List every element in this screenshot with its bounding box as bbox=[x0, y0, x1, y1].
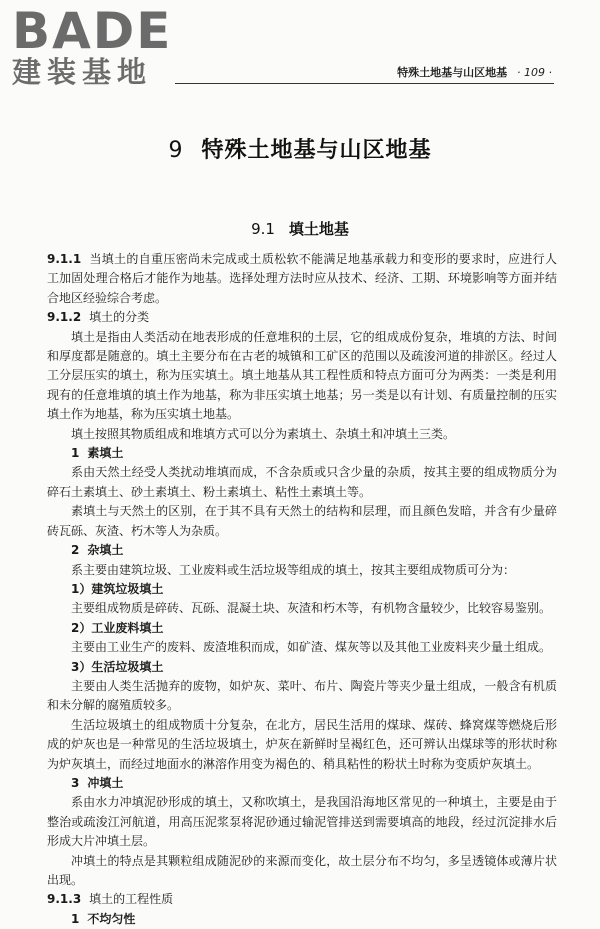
chapter-number: 9 bbox=[168, 138, 184, 163]
paragraph: 系由天然土经受人类扰动堆填而成，不含杂质或只含少量的杂质，按其主要的组成物质分为碎石土素填土、砂土素填土、粉土素填土、粘性土素填土等。 bbox=[47, 465, 557, 499]
subheading-construction-waste: 1）建筑垃圾填土 bbox=[71, 581, 164, 596]
paragraph: 填土按照其物质组成和堆填方式可以分为素填土、杂填土和冲填土三类。 bbox=[71, 426, 456, 441]
paragraph: 填土是指由人类活动在地表形成的任意堆积的土层，它的组成成份复杂，堆填的方法、时间和厚度都是随意的。填土主要分布在古老的城镇和工矿区的范围以及疏浚河道的排淤区。经过人工分层压实的填土，称为压实填土。填土地基从其工程性质和特点方面可分为两类：一类是利用现有的任意堆填的填土作为地基，称为非压实填土地基；另一类是以有计划、有质量控制的压实填土作为地基，称为压实填土地基。 bbox=[47, 329, 557, 422]
running-title: 特殊土地基与山区地基 bbox=[397, 66, 508, 79]
subheading-number: 1 bbox=[71, 446, 80, 461]
paragraph: 生活垃圾填土的组成物质十分复杂，在北方，居民生活用的煤球、煤砖、蜂窝煤等燃烧后形成的炉灰也是一种常见的生活垃圾填土，炉灰在新鲜时呈褐红色，还可辨认出煤球等的形状时称为炉灰填土，而经过地面水的淋溶作用变为褐色的、稍具粘性的粉状土时称为变质炉灰填土。 bbox=[47, 717, 557, 771]
subheading-title: 不均匀性 bbox=[87, 911, 136, 926]
clause-title: 填土的分类 bbox=[89, 310, 150, 325]
clause-number: 9.1.1 bbox=[47, 252, 82, 266]
subheading-plain-fill bbox=[47, 444, 557, 463]
subheading-nonuniformity bbox=[47, 910, 557, 929]
subheading-industrial-waste: 2）工业废料填土 bbox=[71, 620, 164, 635]
paragraph: 系主要由建筑垃圾、工业废料或生活垃圾等组成的填土，按其主要组成物质可分为： bbox=[71, 562, 516, 577]
clause-title: 填土的工程性质 bbox=[89, 892, 174, 907]
paragraph: 主要组成物质是碎砖、瓦砾、混凝土块、灰渣和朽木等，有机物含量较少，比较容易鉴别。 bbox=[71, 601, 552, 616]
clause-9-1-2 bbox=[47, 308, 557, 327]
header-rule bbox=[175, 83, 554, 84]
subheading-title: 素填土 bbox=[87, 446, 124, 461]
page-number: · 109 · bbox=[517, 66, 552, 79]
subheading-hydraulic-fill bbox=[47, 774, 557, 793]
body-text bbox=[47, 250, 557, 929]
section-number: 9.1 bbox=[251, 220, 275, 238]
paragraph: 素填土与天然土的区别，在于其不具有天然土的结构和层理，而且颜色发暗，并含有少量碎砖瓦砾、灰渣、朽木等人为杂质。 bbox=[47, 504, 557, 538]
watermark-logo-cn: 建装基地 bbox=[12, 55, 153, 89]
clause-9-1-3 bbox=[47, 890, 557, 909]
clause-text: 当填土的自重压密尚未完成或土质松软不能满足地基承载力和变形的要求时，应进行人工加固处理合格后才能作为地基。选择处理方法时应从技术、经济、工期、环境影响等方面并结合地区经验综合考虑。 bbox=[47, 252, 557, 305]
subheading-number: 2 bbox=[71, 543, 80, 558]
paragraph: 冲填土的特点是其颗粒组成随泥砂的来源而变化，故土层分布不均匀，多呈透镜体或薄片状出现。 bbox=[47, 853, 557, 887]
chapter-heading bbox=[0, 133, 600, 164]
subheading-title: 冲填土 bbox=[87, 775, 124, 790]
section-heading bbox=[0, 218, 600, 239]
paragraph: 主要由人类生活抛弃的废物，如炉灰、菜叶、布片、陶瓷片等夹少量土组成，一般含有机质和未分解的腐殖质较多。 bbox=[47, 678, 557, 713]
subheading-number: 1 bbox=[71, 911, 80, 926]
clause-number: 9.1.3 bbox=[47, 892, 82, 907]
clause-number: 9.1.2 bbox=[47, 310, 82, 325]
subheading-domestic-waste: 3）生活垃圾填土 bbox=[71, 659, 164, 674]
chapter-title: 特殊土地基与山区地基 bbox=[201, 138, 432, 163]
subheading-miscellaneous-fill bbox=[47, 541, 557, 560]
section-title: 填土地基 bbox=[288, 220, 349, 238]
clause-9-1-1 bbox=[47, 250, 557, 308]
watermark-logo: BADE bbox=[12, 2, 173, 60]
paragraph: 主要由工业生产的废料、废渣堆积而成，如矿渣、煤灰等以及其他工业废料夹少量土组成。 bbox=[71, 640, 552, 655]
running-header bbox=[397, 64, 552, 80]
subheading-title: 杂填土 bbox=[87, 543, 124, 558]
subheading-number: 3 bbox=[71, 775, 80, 790]
paragraph: 系由水力冲填泥砂形成的填土，又称吹填土，是我国沿海地区常见的一种填土，主要是由于整治或疏浚江河航道，用高压泥浆泵将泥砂通过输泥管排送到需要填高的地段，经过沉淀排水后形成大片冲填土层。 bbox=[47, 795, 557, 849]
